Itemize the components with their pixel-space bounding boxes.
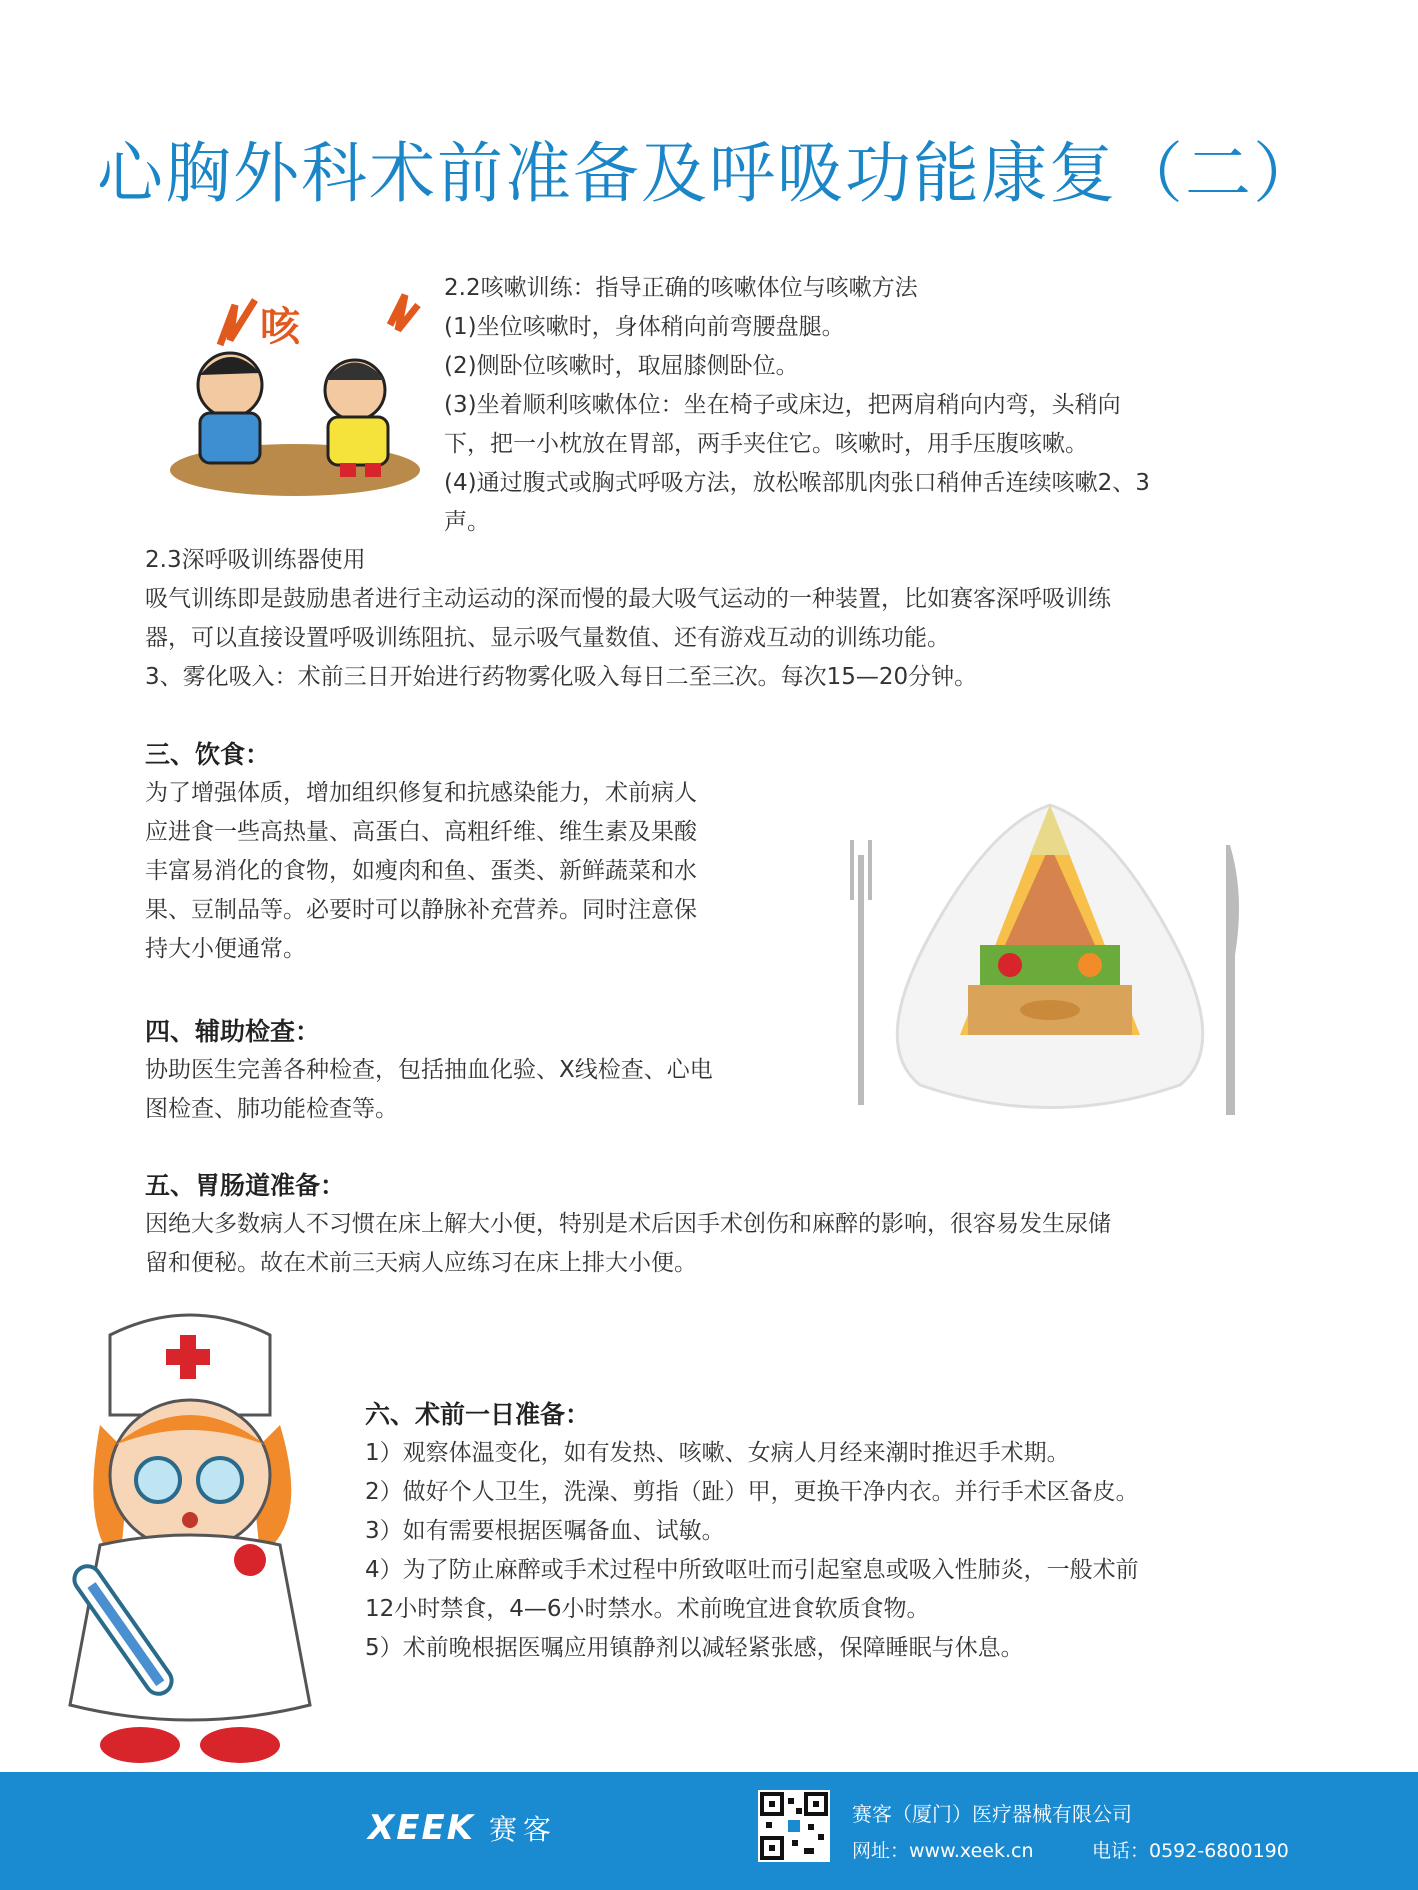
cough-item: (2)侧卧位咳嗽时，取屈膝侧卧位。 xyxy=(444,353,799,379)
diet-line: 持大小便通常。 xyxy=(145,936,306,962)
deep-breath-line: 器，可以直接设置呼吸训练阻抗、显示吸气量数值、还有游戏互动的训练功能。 xyxy=(145,625,950,651)
deep-breath-section xyxy=(145,541,1325,697)
gi-line: 因绝大多数病人不习惯在床上解大小便，特别是术后因手术创伤和麻醉的影响，很容易发生尿储 xyxy=(145,1211,1111,1237)
logo-cn: 赛客 xyxy=(489,1813,558,1846)
brand-logo xyxy=(368,1808,557,1848)
phone-number: 电话：0592-6800190 xyxy=(1092,1840,1289,1862)
logo-en: XEEK xyxy=(368,1808,476,1848)
gi-heading: 五、胃肠道准备： xyxy=(145,1171,346,1200)
website-link[interactable]: 网址：www.xeek.cn xyxy=(852,1840,1034,1862)
diet-line: 丰富易消化的食物，如瘦肉和鱼、蛋类、新鲜蔬菜和水 xyxy=(145,858,697,884)
pre-op-day-heading: 六、术前一日准备： xyxy=(365,1400,591,1429)
pre-op-day-line: 5）术前晚根据医嘱应用镇静剂以减轻紧张感，保障睡眠与休息。 xyxy=(365,1635,1024,1661)
diet-heading: 三、饮食： xyxy=(145,740,271,769)
cough-item: 声。 xyxy=(444,509,490,535)
exam-section xyxy=(145,1012,825,1129)
cough-heading: 2.2咳嗽训练：指导正确的咳嗽体位与咳嗽方法 xyxy=(444,275,918,301)
diet-section xyxy=(145,735,825,969)
exam-heading: 四、辅助检查： xyxy=(145,1017,321,1046)
pre-op-day-line: 3）如有需要根据医嘱备血、试敏。 xyxy=(365,1518,725,1544)
pre-op-day-line: 1）观察体温变化，如有发热、咳嗽、女病人月经来潮时推迟手术期。 xyxy=(365,1440,1070,1466)
nebulization-line: 3、雾化吸入：术前三日开始进行药物雾化吸入每日二至三次。每次15—20分钟。 xyxy=(145,664,978,690)
pre-op-day-line: 12小时禁食，4—6小时禁水。术前晚宜进食软质食物。 xyxy=(365,1596,930,1622)
page-title: 心胸外科术前准备及呼吸功能康复（二） xyxy=(97,135,1321,212)
gi-line: 留和便秘。故在术前三天病人应练习在床上排大小便。 xyxy=(145,1250,697,1276)
diet-line: 为了增强体质，增加组织修复和抗感染能力，术前病人 xyxy=(145,780,697,806)
deep-breath-heading: 2.3深呼吸训练器使用 xyxy=(145,547,366,573)
pre-op-day-line: 4）为了防止麻醉或手术过程中所致呕吐而引起窒息或吸入性肺炎，一般术前 xyxy=(365,1557,1139,1583)
pre-op-day-section xyxy=(365,1395,1325,1668)
qr-code-icon xyxy=(758,1790,830,1862)
cough-training-section xyxy=(444,269,1304,542)
exam-line: 协助医生完善各种检查，包括抽血化验、X线检查、心电 xyxy=(145,1057,713,1083)
cough-item: (4)通过腹式或胸式呼吸方法，放松喉部肌肉张口稍伸舌连续咳嗽2、3 xyxy=(444,470,1150,496)
diet-line: 果、豆制品等。必要时可以静脉补充营养。同时注意保 xyxy=(145,897,697,923)
deep-breath-line: 吸气训练即是鼓励患者进行主动运动的深而慢的最大吸气运动的一种装置，比如赛客深呼吸训练 xyxy=(145,586,1111,612)
food-pyramid-plate-illustration xyxy=(850,785,1250,1130)
nurse-cartoon-illustration xyxy=(40,1305,340,1765)
gi-prep-section xyxy=(145,1166,1325,1283)
exam-line: 图检查、肺功能检查等。 xyxy=(145,1096,398,1122)
cough-item: (1)坐位咳嗽时，身体稍向前弯腰盘腿。 xyxy=(444,314,845,340)
pre-op-day-line: 2）做好个人卫生，洗澡、剪指（趾）甲，更换干净内衣。并行手术区备皮。 xyxy=(365,1479,1139,1505)
contact-info xyxy=(852,1836,1292,1863)
footer-bar xyxy=(0,1772,1418,1890)
company-name: 赛客（厦门）医疗器械有限公司 xyxy=(852,1802,1132,1826)
coughing-children-illustration xyxy=(160,285,430,500)
cough-sound-text: 咳 xyxy=(260,304,300,350)
cough-item: (3)坐着顺利咳嗽体位：坐在椅子或床边，把两肩稍向内弯，头稍向 xyxy=(444,392,1121,418)
cough-item: 下，把一小枕放在胃部，两手夹住它。咳嗽时，用手压腹咳嗽。 xyxy=(444,431,1088,457)
diet-line: 应进食一些高热量、高蛋白、高粗纤维、维生素及果酸 xyxy=(145,819,697,845)
